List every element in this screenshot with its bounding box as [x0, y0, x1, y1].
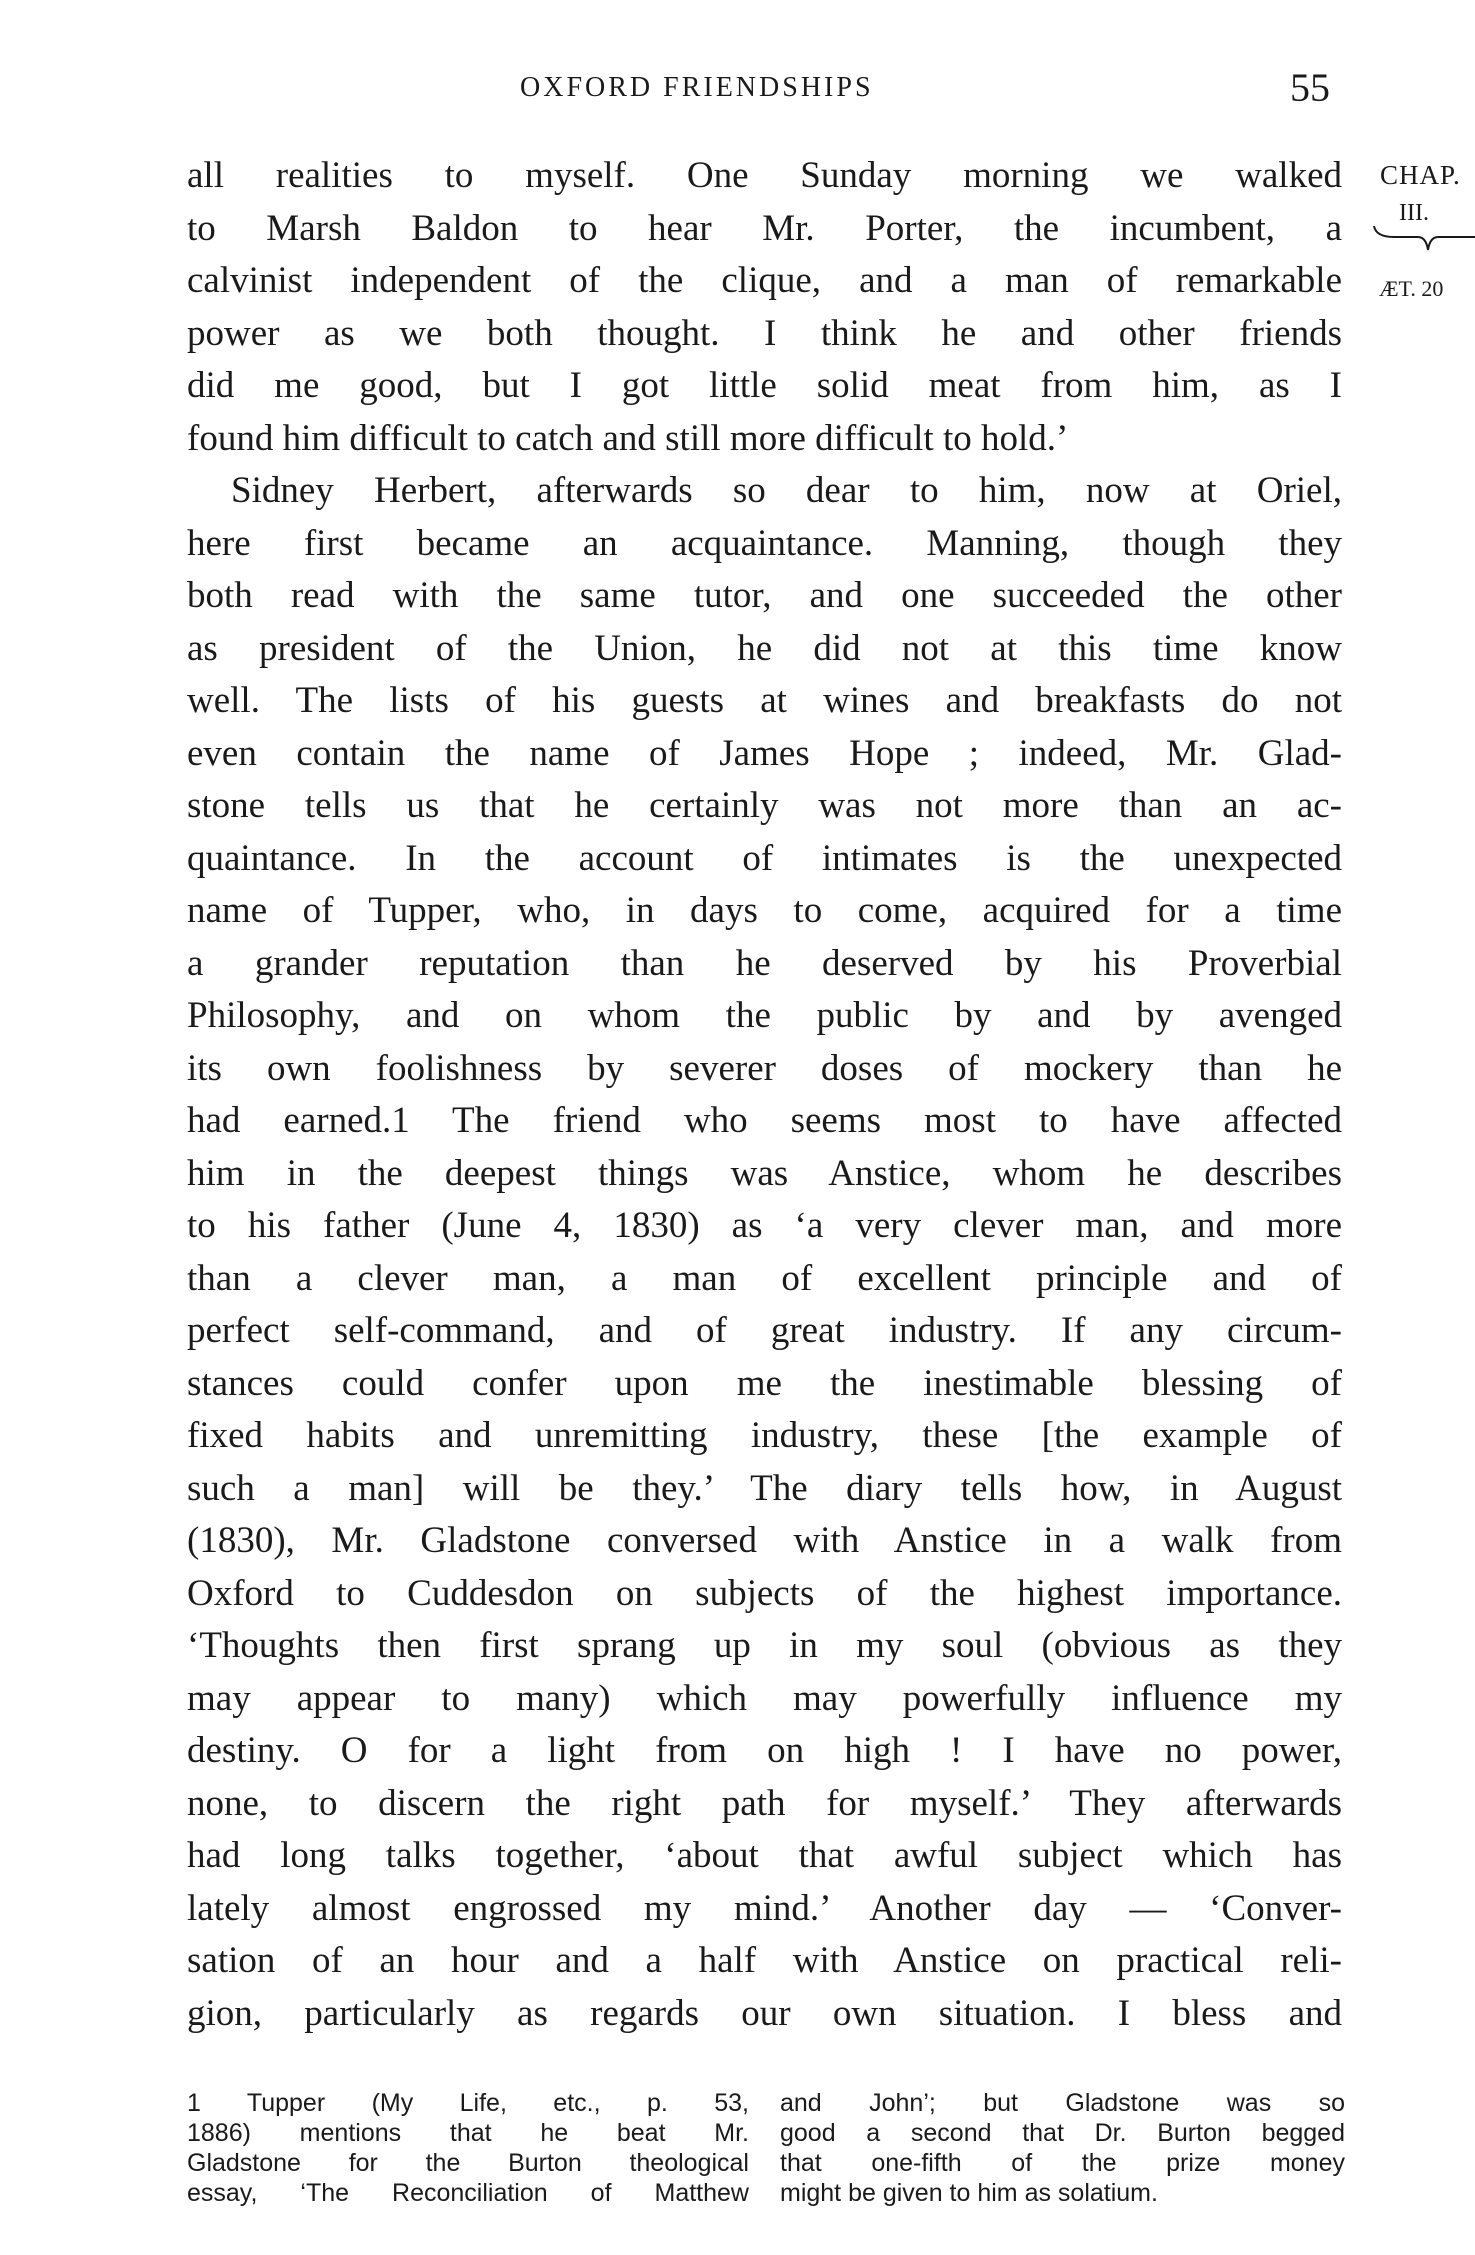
- text-line: Oxford to Cuddesdon on subjects of the highest importance.: [187, 1572, 1342, 1614]
- footnote-column-left: [187, 2088, 749, 2208]
- text-line: stone tells us that he certainly was not more than an ac-: [187, 785, 1342, 826]
- footnote-line: Gladstone for the Burton theological: [187, 2149, 749, 2177]
- margin-age-note: ÆT. 20: [1379, 276, 1444, 301]
- footnote-line: essay, ‘The Reconciliation of Matthew: [187, 2179, 749, 2207]
- text-line: than a clever man, a man of excellent principle and of: [187, 1257, 1342, 1299]
- text-line: destiny. O for a light from on high ! I have no power,: [187, 1730, 1342, 1771]
- text-line: all realities to myself. One Sunday morning we walked: [187, 155, 1342, 196]
- text-line: name of Tupper, who, in days to come, acquired for a time: [187, 890, 1342, 931]
- text-line: stances could confer upon me the inestimable blessing of: [187, 1362, 1342, 1404]
- text-line: calvinist independent of the clique, and a man of remarkable: [187, 260, 1342, 301]
- footnote-line: and John’; but Gladstone was so: [780, 2089, 1345, 2117]
- footnote-line: might be given to him as solatium.: [780, 2179, 1158, 2207]
- text-line: Sidney Herbert, afterwards so dear to him, now at Oriel,: [231, 470, 1342, 511]
- body-text: [187, 150, 1342, 2040]
- text-line: to his father (June 4, 1830) as ‘a very clever man, and more: [187, 1205, 1342, 1246]
- text-line: perfect self-command, and of great industry. If any circum-: [187, 1310, 1342, 1351]
- text-line: here first became an acquaintance. Manning, though they: [187, 522, 1342, 564]
- text-line: may appear to many) which may powerfully influence my: [187, 1677, 1342, 1719]
- page-number: 55: [1290, 65, 1330, 110]
- text-line: both read with the same tutor, and one succeeded the other: [187, 575, 1342, 616]
- text-line: him in the deepest things was Anstice, whom he describes: [187, 1152, 1342, 1194]
- text-line: quaintance. In the account of intimates is the unexpected: [187, 837, 1342, 879]
- text-line: a grander reputation than he deserved by his Proverbial: [187, 942, 1342, 984]
- text-line: to Marsh Baldon to hear Mr. Porter, the incumbent, a: [187, 207, 1342, 249]
- footnote-column-right: [780, 2088, 1345, 2208]
- text-line: did me good, but I got little solid meat from him, as I: [187, 365, 1342, 406]
- text-line: such a man] will be they.’ The diary tells how, in August: [187, 1467, 1342, 1509]
- text-line: as president of the Union, he did not at this time know: [187, 627, 1342, 669]
- footnotes: [187, 2088, 1345, 2228]
- margin-brace-icon: [1372, 224, 1475, 254]
- text-line: even contain the name of James Hope ; indeed, Mr. Glad-: [187, 732, 1342, 774]
- footnote-line: that one-fifth of the prize money: [780, 2149, 1345, 2177]
- text-line: had earned.1 The friend who seems most to have affected: [187, 1100, 1342, 1141]
- text-line: its own foolishness by severer doses of mockery than he: [187, 1047, 1342, 1089]
- margin-note: [1372, 158, 1475, 308]
- text-line: none, to discern the right path for myself.’ They afterwards: [187, 1782, 1342, 1824]
- footnote-line: good a second that Dr. Burton begged: [780, 2119, 1345, 2147]
- margin-chapter-label: CHAP.: [1380, 160, 1461, 190]
- running-head: [0, 64, 1475, 114]
- text-line: well. The lists of his guests at wines and breakfasts do not: [187, 680, 1342, 721]
- text-line: Philosophy, and on whom the public by and by avenged: [187, 995, 1342, 1036]
- running-head-title: OXFORD FRIENDSHIPS: [520, 72, 874, 103]
- text-line: (1830), Mr. Gladstone conversed with Anstice in a walk from: [187, 1520, 1342, 1561]
- text-line: lately almost engrossed my mind.’ Another day — ‘Conver-: [187, 1887, 1342, 1929]
- text-line: sation of an hour and a half with Anstice on practical reli-: [187, 1940, 1342, 1981]
- text-line: power as we both thought. I think he and other friends: [187, 312, 1342, 354]
- text-line: found him difficult to catch and still more difficult to hold.’: [187, 417, 1069, 459]
- footnote-line: 1 Tupper (My Life, etc., p. 53,: [187, 2089, 749, 2117]
- text-line: gion, particularly as regards our own situation. I bless and: [187, 1992, 1342, 2034]
- text-line: ‘Thoughts then first sprang up in my soul (obvious as they: [187, 1625, 1342, 1666]
- footnote-line: 1886) mentions that he beat Mr.: [187, 2119, 749, 2147]
- text-line: had long talks together, ‘about that awful subject which has: [187, 1835, 1342, 1876]
- text-line: fixed habits and unremitting industry, these [the example of: [187, 1415, 1342, 1456]
- margin-chapter-number: III.: [1399, 200, 1429, 226]
